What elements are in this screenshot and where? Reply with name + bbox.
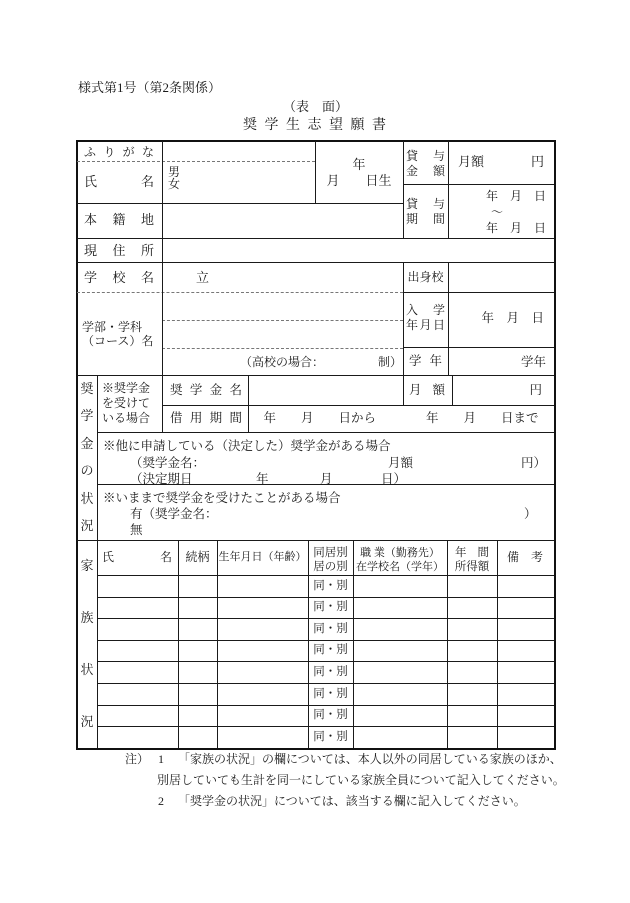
- domicile-input-area[interactable]: [163, 205, 402, 237]
- grid-line: [97, 618, 554, 619]
- past-none-label: 無: [130, 523, 143, 537]
- annual-income-header: 年 間 所得額: [454, 547, 490, 573]
- grade-label: 学 年: [409, 354, 442, 368]
- cohabitation-header: 同居別 居の別: [313, 547, 348, 573]
- school-name-label: 学 校 名: [84, 270, 154, 285]
- scholarship-section-label: 奨 学 金 の 状 況: [80, 380, 94, 534]
- relation-header: 続柄: [185, 550, 210, 564]
- grid-line: [162, 405, 554, 406]
- cohabit-choice: 同・別: [313, 623, 348, 635]
- grid-line: [97, 597, 554, 598]
- name-label: 氏 名: [84, 174, 154, 189]
- gender-male: 男: [168, 165, 181, 179]
- period-to: 年 月 日: [485, 221, 546, 235]
- yen-unit2: 円: [529, 383, 542, 397]
- origin-school-input-area[interactable]: [449, 263, 553, 291]
- grid-line: [97, 726, 554, 727]
- grid-line: [497, 540, 498, 748]
- grid-line: [403, 292, 554, 293]
- form-title: 奨 学 生 志 望 願 書: [243, 118, 388, 133]
- note2-line1: 「奨学金の状況」については、該当する欄に記入してください。: [178, 794, 526, 808]
- page-side-label: （表 面）: [282, 99, 348, 114]
- admission-date-value: 年 月 日: [481, 311, 544, 325]
- borrow-period-value: 年 月 日から 年 月 日まで: [263, 411, 539, 425]
- other-scholarship-condition: ※他に申請している（決定した）奨学金がある場合: [103, 439, 391, 453]
- grid-line: [217, 540, 218, 748]
- birth-year-label: 年: [352, 157, 366, 172]
- domicile-label: 本 籍 地: [84, 212, 154, 227]
- decided-month: 月: [320, 472, 333, 486]
- grid-line: [97, 661, 554, 662]
- highschool-case-label: （高校の場合：: [240, 355, 325, 369]
- cohabit-choice: 同・別: [313, 709, 348, 721]
- origin-school-label: 出身校: [407, 270, 444, 284]
- grid-line: [97, 575, 554, 576]
- grid-line: [403, 184, 554, 185]
- monthly-amount-label2: 月 額: [409, 383, 445, 397]
- monthly-amount-input-area[interactable]: [453, 142, 533, 162]
- cohabit-choice: 同・別: [313, 666, 348, 678]
- birth-monthday-label: 月 日生: [326, 173, 392, 188]
- grid-line: [97, 432, 554, 433]
- decided-date-open: （決定期日: [130, 472, 193, 486]
- family-name-header: 氏 名: [102, 550, 172, 564]
- school-name-prefix: 立: [196, 270, 210, 285]
- gender-female: 女: [168, 177, 181, 191]
- past-has-close: ）: [524, 507, 537, 521]
- grid-line: [77, 161, 315, 162]
- grid-line: [162, 141, 163, 432]
- grid-line: [97, 375, 98, 748]
- borrow-period-label: 借 用 期 間: [170, 411, 242, 425]
- grid-line: [178, 540, 179, 748]
- furigana-label: ふ り が な: [84, 145, 154, 159]
- period-from: 年 月 日: [485, 189, 546, 203]
- admission-date-label: 入 学 年月日: [406, 303, 445, 332]
- highschool-system-label: 制）: [378, 355, 403, 369]
- birthdate-label: [315, 157, 403, 189]
- other-monthly-label: 月額: [388, 456, 414, 470]
- other-name-open: （奨学金名：: [130, 456, 206, 470]
- grid-line: [97, 705, 554, 706]
- grade-value: 学年: [520, 355, 546, 369]
- form-number: 様式第1号（第2条関係）: [78, 80, 222, 95]
- loan-amount-label: 貸 与 金 額: [406, 149, 445, 178]
- cohabit-choice: 同・別: [313, 688, 348, 700]
- note2-number: 2: [158, 794, 164, 808]
- note1-line2: 別居していても生計を同一にしている家族全員について記入してください。: [157, 773, 565, 787]
- past-has-open: 有（奨学金名：: [130, 507, 218, 521]
- address-label: 現 住 所: [84, 243, 154, 258]
- scholarship-name-label: 奨 学 金 名: [170, 383, 242, 397]
- grid-line: [403, 141, 404, 238]
- grid-line: [97, 640, 554, 641]
- department-label: 学部・学科 （コース）名: [82, 320, 154, 348]
- notes-mark: 注）: [125, 752, 150, 766]
- note1-line1: 「家族の状況」の欄については、本人以外の同居している家族のほか、: [178, 752, 562, 766]
- tilde: ～: [490, 205, 503, 219]
- grid-line: [77, 203, 403, 204]
- loan-period-value: [448, 188, 546, 236]
- grid-line: [77, 540, 554, 541]
- department-input-area[interactable]: [163, 293, 402, 347]
- name-input-area[interactable]: [186, 163, 314, 202]
- grid-line: [97, 683, 554, 684]
- cohabit-choice: 同・別: [313, 580, 348, 592]
- school-name-input-area[interactable]: [210, 263, 402, 291]
- furigana-input-area[interactable]: [163, 142, 314, 160]
- yen-unit: 円: [530, 154, 544, 170]
- address-input-area[interactable]: [163, 239, 553, 261]
- past-scholarship-condition: ※いままで奨学金を受けたことがある場合: [103, 491, 341, 505]
- grid-line: [162, 348, 403, 349]
- note1-number: 1: [158, 752, 164, 766]
- grid-line: [403, 347, 554, 348]
- monthly-amount-label: 月額: [458, 154, 485, 170]
- receiving-condition-label: ※奨学金を受けている場合: [102, 381, 151, 425]
- occupation-header: 職 業（勤務先） 在学校名（学年）: [356, 547, 444, 573]
- remarks-header: 備 考: [507, 550, 543, 564]
- family-section-label: 家 族 状 況: [80, 557, 94, 729]
- cohabit-choice: 同・別: [313, 644, 348, 656]
- other-yen-close: 円）: [521, 456, 547, 470]
- decided-year: 年: [256, 472, 269, 486]
- loan-period-label: 貸 与 期 間: [406, 197, 445, 226]
- cohabit-choice: 同・別: [313, 601, 348, 613]
- cohabit-choice: 同・別: [313, 731, 348, 743]
- gender-label: [168, 166, 180, 190]
- birthdate-header: 生年月日（年齢）: [218, 551, 307, 563]
- decided-day-close: 日）: [381, 472, 407, 486]
- scholarship-name-input-area[interactable]: [249, 376, 402, 404]
